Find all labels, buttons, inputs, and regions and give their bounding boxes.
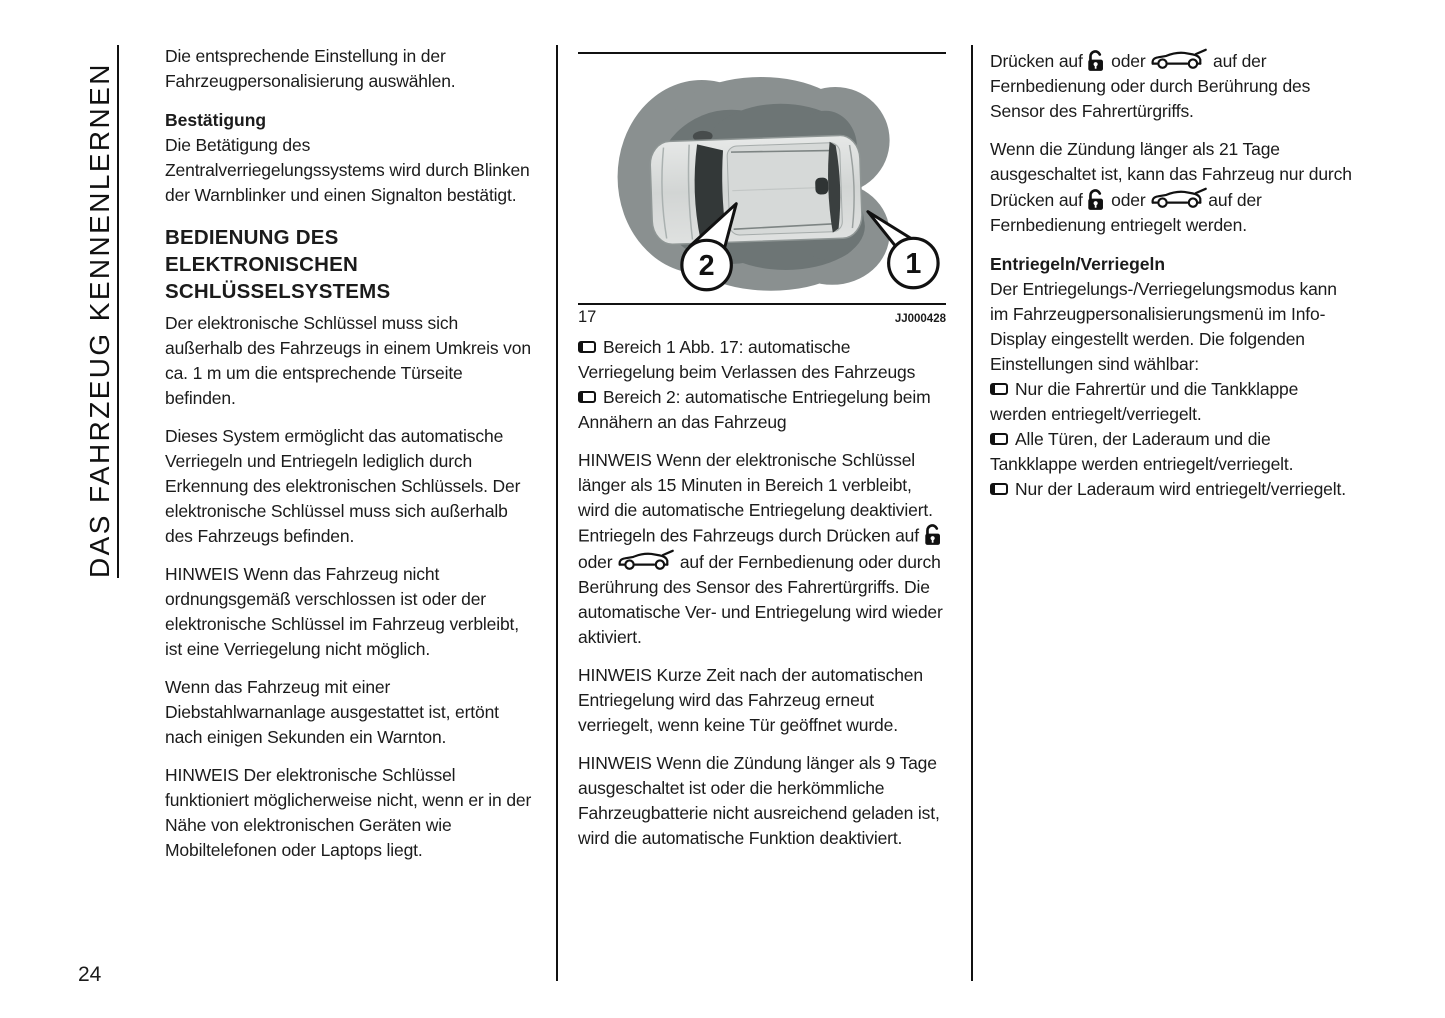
subheading-confirmation: Bestätigung: [165, 110, 267, 130]
square-bullet-icon: [578, 391, 596, 403]
lock-open-icon: [1087, 49, 1106, 75]
paragraph: Wenn das Fahrzeug mit einer Diebstahlwarnanlage ausgestattet ist, ertönt nach einigen Sekunden ein Warnton.: [165, 677, 499, 747]
list-item: [990, 477, 1358, 502]
square-bullet-icon: [990, 433, 1008, 445]
paragraph: Der elektronische Schlüssel muss sich außerhalb des Fahrzeugs in einem Umkreis von ca. 1 m um die entsprechende Türseite befinden.: [165, 313, 531, 408]
list-item-text: Bereich 1 Abb. 17: automatische Verriegelung beim Verlassen des Fahrzeugs: [578, 337, 916, 382]
page-number: 24: [78, 963, 102, 986]
paragraph: Dieses System ermöglicht das automatische Verriegeln und Entriegeln lediglich durch Erkennung des elektronischen Schlüssels. Der elektronische Schlüssel muss sich außerhalb des Fahrzeugs befinden.: [165, 426, 521, 546]
paragraph: Die Betätigung des Zentralverriegelungssystems wird durch Blinken der Warnblinker und einen Signalton bestätigt.: [165, 135, 530, 205]
paragraph: Die entsprechende Einstellung in der Fahrzeugpersonalisierung auswählen.: [165, 46, 456, 91]
square-bullet-icon: [990, 383, 1008, 395]
column-divider: [556, 45, 558, 981]
section-heading: BEDIENUNG DES ELEKTRONISCHEN SCHLÜSSELSYSTEMS: [165, 226, 391, 303]
note-paragraph: HINWEIS Wenn das Fahrzeug nicht ordnungsgemäß verschlossen ist oder der elektronische Schlüssel im Fahrzeug verbleibt, ist eine Verriegelung nicht möglich.: [165, 564, 519, 659]
list-item: [578, 335, 946, 385]
car-liftgate-icon: [617, 549, 675, 575]
middle-column: [578, 44, 946, 864]
paragraph: Drücken auf oder auf der Fernbedienung oder durch Berührung des Sensor des Fahrertürgriffs.: [990, 48, 1358, 124]
figure-17: [578, 54, 946, 295]
note-paragraph: HINWEIS Wenn der elektronische Schlüssel länger als 15 Minuten in Bereich 1 verbleibt, wird die automatische Entriegelung deaktiviert. Entriegeln des Fahrzeugs durch Drücken auf oder auf der Fernbedienung oder durch Berührung des Sensor des Fahrertürgriffs. Die automatische Ver- und Entriegelung wird wieder aktiviert.: [578, 450, 943, 647]
list-item: [990, 377, 1358, 427]
subheading-unlock-lock: Entriegeln/Verriegeln: [990, 254, 1166, 274]
note-paragraph: HINWEIS Kurze Zeit nach der automatischen Entriegelung wird das Fahrzeug erneut verriegelt, wenn keine Tür geöffnet wurde.: [578, 664, 923, 735]
figure-code: JJ000428: [894, 313, 946, 325]
list-item-text: Bereich 2: automatische Entriegelung beim Annähern an das Fahrzeug: [578, 387, 931, 432]
list-item: [990, 427, 1358, 477]
square-bullet-icon: [990, 483, 1008, 495]
callout-1-number: 1: [905, 247, 922, 280]
square-bullet-icon: [578, 341, 596, 353]
paragraph: Wenn die Zündung länger als 21 Tage ausgeschaltet ist, kann das Fahrzeug nur durch Drücken auf oder auf der Fernbedienung entriegelt werden.: [990, 139, 1352, 235]
chapter-title-rule: [117, 45, 119, 578]
note-paragraph: HINWEIS Der elektronische Schlüssel funktioniert möglicherweise nicht, wenn er in der Nähe von elektronischen Geräten wie Mobiltelefonen oder Laptops liegt.: [165, 765, 532, 860]
lock-open-icon: [1087, 188, 1106, 214]
key-zones-illustration: [578, 54, 946, 295]
list-item: [578, 385, 946, 435]
car-antenna: [815, 177, 828, 194]
chapter-vertical-title: DAS FAHRZEUG KENNENLERNEN: [84, 62, 115, 578]
left-column: [165, 44, 533, 876]
figure-number: 17: [578, 308, 597, 326]
car-top-view: [649, 125, 863, 254]
column-divider: [971, 45, 973, 981]
note-paragraph: HINWEIS Wenn die Zündung länger als 9 Tage ausgeschaltet ist oder die herkömmliche Fahrzeugbatterie nicht ausreichend geladen ist, wird die automatische Funktion deaktiviert.: [578, 752, 940, 848]
car-liftgate-icon: [1150, 187, 1208, 213]
list-item-text: Nur die Fahrertür und die Tankklappe werden entriegelt/verriegelt.: [990, 379, 1299, 424]
callout-2-number: 2: [698, 249, 715, 282]
lock-open-icon: [924, 523, 943, 549]
figure-caption: [578, 305, 946, 335]
list-item-text: Alle Türen, der Laderaum und die Tankklappe werden entriegelt/verriegelt.: [990, 429, 1294, 474]
right-column: [990, 48, 1358, 502]
list-item-text: Nur der Laderaum wird entriegelt/verriegelt.: [1015, 479, 1346, 499]
paragraph: Der Entriegelungs-/Verriegelungsmodus kann im Fahrzeugpersonalisierungsmenü im Info-Display eingestellt werden. Die folgenden Einstellungen sind wählbar:: [990, 279, 1337, 374]
car-liftgate-icon: [1150, 48, 1208, 74]
